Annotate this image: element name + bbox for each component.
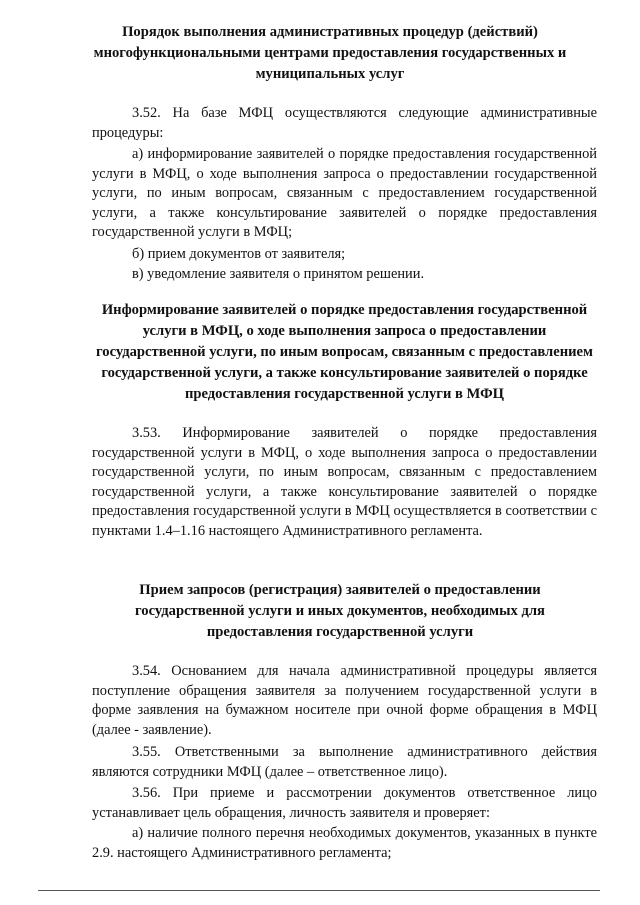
paragraph-3-52-item-c: в) уведомление заявителя о принятом решении.	[132, 266, 425, 282]
subheading-reception: Прием запросов (регистрация) заявителей о предоставлении государственной услуги и иных документов, необходимых для предоставления государственной услуги	[135, 582, 545, 640]
paragraph-3-52-intro: 3.52. На базе МФЦ осуществляются следующие административные процедуры:	[92, 105, 597, 141]
subheading-informing: Информирование заявителей о порядке предоставления государственной услуги в МФЦ, о ходе выполнения запроса о предоставлении государственной услуги, по иным вопросам, связанным с предоставлением государственной услуги, а также консультирование заявителей о порядке предоставления государственной услуги в МФЦ	[96, 302, 593, 402]
paragraph-3-52-item-b: б) прием документов от заявителя;	[132, 246, 346, 262]
paragraph-3-56-intro: 3.56. При приеме и рассмотрении документов ответственное лицо устанавливает цель обращения, личность заявителя и проверяет:	[92, 785, 597, 821]
paragraph-3-53: 3.53. Информирование заявителей о порядке предоставления государственной услуги в МФЦ, о ходе выполнения запроса о предоставлении государственной услуги, по иным вопросам, связанным с предоставлением государственной услуги, а также консультирование заявителей о порядке предоставления государственной услуги в МФЦ осуществляется в соответствии с пунктами 1.4–1.16 настоящего Административного регламента.	[92, 425, 597, 539]
paragraph-3-52-item-a: а) информирование заявителей о порядке предоставления государственной услуги в МФЦ, о ходе выполнения запроса о предоставлении государственной услуги, по иным вопросам, связанным с предоставлением государственной услуги, а также консультирование заявителей о порядке предоставления государственной услуги в МФЦ;	[92, 146, 597, 241]
section-title: Порядок выполнения административных процедур (действий) многофункциональными центрами предоставления государственных и муниципальных услуг	[93, 24, 567, 82]
paragraph-3-54: 3.54. Основанием для начала административной процедуры является поступление обращения заявителя за получением государственной услуги в форме заявления на бумажном носителе при очной форме обращения в МФЦ (далее - заявление).	[92, 663, 597, 738]
paragraph-3-56-item-a: а) наличие полного перечня необходимых документов, указанных в пункте 2.9. настоящего Административного регламента;	[92, 825, 597, 861]
page-bottom-rule	[38, 890, 600, 891]
paragraph-3-55: 3.55. Ответственными за выполнение административного действия являются сотрудники МФЦ (далее – ответственное лицо).	[92, 744, 597, 780]
